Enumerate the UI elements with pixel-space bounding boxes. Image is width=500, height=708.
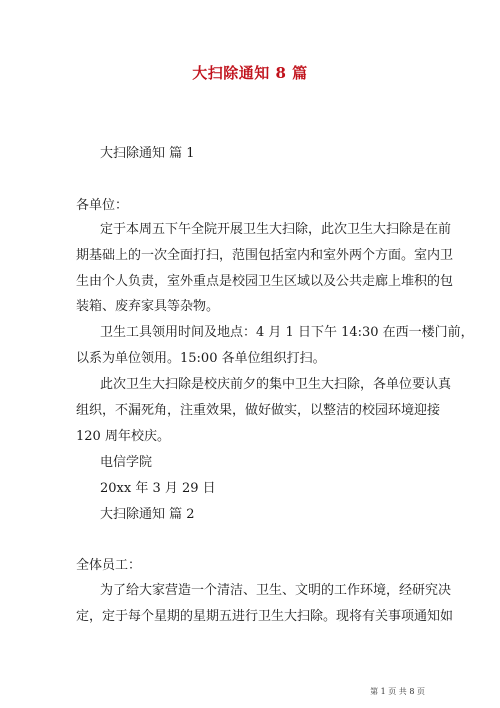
page-number-footer: 第 1 页 共 8 页	[370, 687, 425, 696]
paragraph-line: 以系为单位领用。15:00 各单位组织打扫。	[76, 351, 326, 366]
paragraph-line: 生由个人负责，室外重点是校园卫生区域以及公共走廊上堆积的包	[76, 274, 454, 289]
paragraph-line: 120 周年校庆。	[76, 429, 170, 444]
paragraph-line: 此次卫生大扫除是校庆前夕的集中卫生大扫除，各单位要认真	[100, 377, 452, 392]
salutation-1: 各单位：	[76, 198, 129, 213]
paragraph-line: 组织，不漏死角，注重效果，做好做实，以整洁的校园环境迎接	[76, 403, 441, 418]
paragraph-line: 定，定于每个星期的星期五进行卫生大扫除。现将有关事项通知如	[76, 609, 454, 624]
paragraph-line: 定于本周五下午全院开展卫生大扫除，此次卫生大扫除是在前	[100, 222, 452, 237]
salutation-2: 全体员工：	[76, 558, 142, 573]
section-heading-1: 大扫除通知 篇 1	[100, 146, 195, 161]
signature-org: 电信学院	[100, 455, 153, 470]
paragraph-line: 卫生工具领用时间及地点：4 月 1 日下午 14:30 在西一楼门前，	[100, 325, 474, 340]
paragraph-line: 期基础上的一次全面打扫，范围包括室内和室外两个方面。室内卫	[76, 248, 454, 263]
document-title: 大扫除通知 8 篇	[192, 64, 308, 82]
paragraph-line: 为了给大家营造一个清洁、卫生、文明的工作环境，经研究决	[100, 583, 452, 598]
signature-date: 20xx 年 3 月 29 日	[100, 481, 216, 496]
section-heading-2: 大扫除通知 篇 2	[100, 507, 195, 522]
paragraph-line: 装箱、废弃家具等杂物。	[76, 299, 220, 314]
